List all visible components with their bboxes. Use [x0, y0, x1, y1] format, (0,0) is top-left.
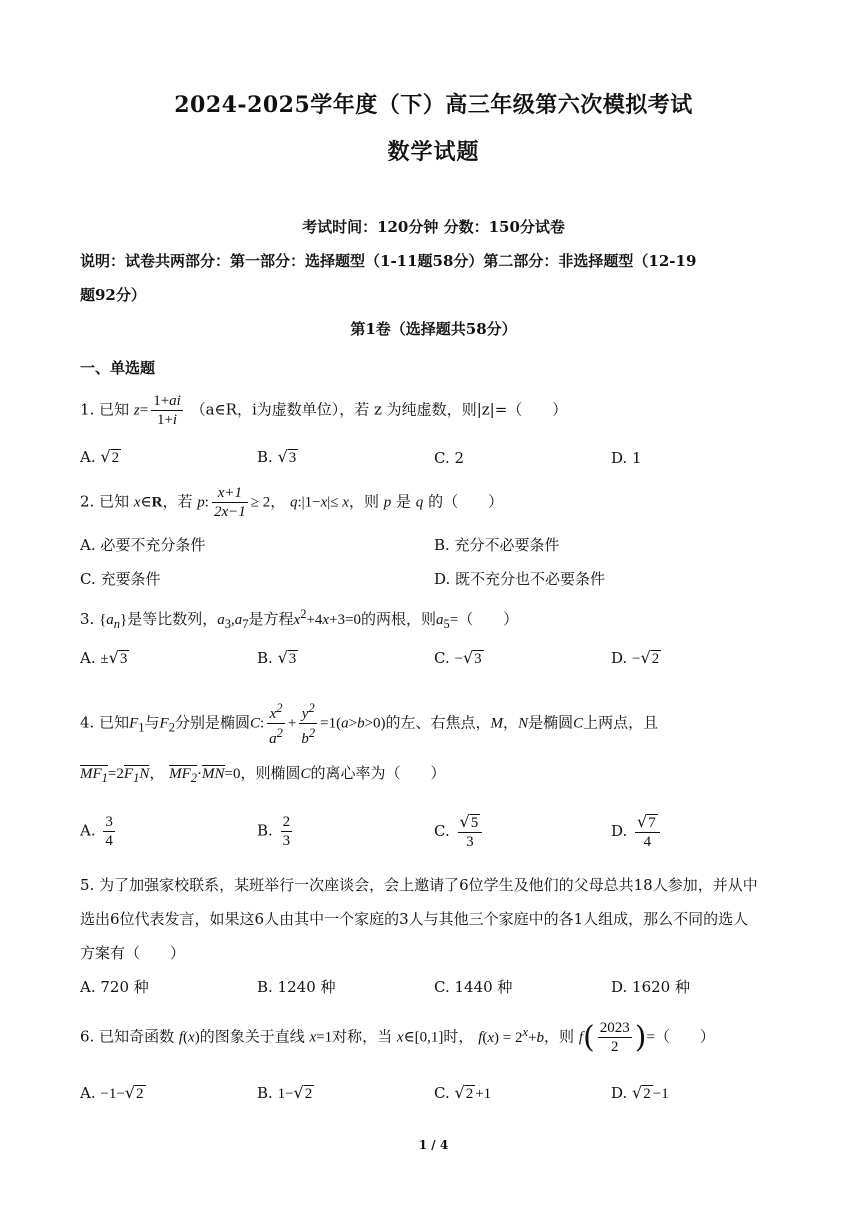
question-1-prefix: 1. 已知 [80, 400, 130, 419]
volume-title: 第1卷（选择题共58分） [350, 320, 517, 338]
question-5-option-d: D. 1620 种 [611, 978, 690, 996]
question-5-line-3: 方案有（ ） [80, 944, 186, 962]
question-2-option-a: A. 必要不充分条件 [80, 536, 206, 554]
question-5-option-b: B. 1240 种 [257, 978, 336, 996]
question-4-line-1: 4. 已知$F_1$与$F_2$分别是椭圆C: $\frac{x^2}{a^2}$ + $\frac{y^2}{b^2}$ =1(a>b>0)的左、右焦点，M，N是椭圆C上两点，且 [80, 701, 659, 747]
question-1-fraction: $\frac{1+ai}{1+i}$ [153, 393, 181, 428]
question-4-option-a: A. $\frac{3}{4}$ [80, 814, 113, 849]
question-3-option-a: A. ±√3 [80, 648, 128, 667]
question-6-option-a: A. −1−√2 [80, 1083, 144, 1102]
question-2: 2. 已知 x∈R，若 p: $\frac{x+1}{2x-1}$ ≥ 2， q:|1−x|≤ x，则 p 是 q 的（ ） [80, 485, 504, 520]
question-6-option-d: D. √2 −1 [611, 1083, 669, 1102]
question-4-line-2: $MF_1=2F_1N$， $MF_2\cdot MN=0$，则椭圆C的离心率为（ ） [80, 764, 446, 785]
question-1-math-z: z [133, 402, 140, 419]
question-4-option-c: C. $\frac{√5}{3}$ [434, 813, 485, 851]
question-3-option-b: B. √3 [257, 648, 297, 667]
question-1-option-a: A. √2 [80, 447, 120, 466]
question-5-option-c: C. 1440 种 [434, 978, 513, 996]
section-title: 一、单选题 [80, 359, 156, 377]
question-1-option-b: B. √3 [257, 447, 297, 466]
question-4-option-b: B. $\frac{2}{3}$ [257, 814, 291, 849]
question-1-suffix: （a∈R，i为虚数单位），若 z 为纯虚数，则|z|=（ ） [190, 400, 568, 419]
question-3: 3. $\{a_n\}$是等比数列，$a_3,a_7$是方程$x^2+4x+3=0$的两根，则$a_5=$（ ） [80, 607, 519, 631]
question-6-option-b: B. 1−√2 [257, 1083, 313, 1102]
question-2-option-d: D. 既不充分也不必要条件 [434, 570, 606, 588]
question-3-option-c: C. −√3 [434, 648, 482, 667]
question-2-option-c: C. 充要条件 [80, 570, 161, 588]
question-3-option-d: D. −√2 [611, 648, 660, 667]
question-5-line-2: 选出6位代表发言，如果这6人由其中一个家庭的3人与其他三个家庭中的各1人组成，那么不同的选人 [80, 910, 749, 928]
question-2-option-b: B. 充分不必要条件 [434, 536, 560, 554]
exam-info: 考试时间：120分钟 分数：150分试卷 [302, 218, 565, 236]
question-5-line-1: 5. 为了加强家校联系，某班举行一次座谈会，会上邀请了6位学生及他们的父母总共18人参加，并从中 [80, 876, 758, 894]
exam-subtitle: 数学试题 [387, 139, 480, 165]
question-6-option-c: C. √2 +1 [434, 1083, 492, 1102]
question-6: 6. 已知奇函数 f(x)的图象关于直线 x=1对称，当 x∈[0,1]时， $f(x) = 2^x+b$，则 f( $\frac{2023}{2}$ )=（ ） [80, 1020, 715, 1055]
page-number: 1 / 4 [418, 1138, 449, 1152]
instructions-line-2: 题92分） [80, 286, 146, 304]
question-1: 1. 已知 z= $\frac{1+ai}{1+i}$ （a∈R，i为虚数单位），若 z 为纯虚数，则|z|=（ ） [80, 393, 568, 428]
exam-title: 2024-2025学年度（下）高三年级第六次模拟考试 [174, 92, 693, 118]
question-1-option-d: D. 1 [611, 449, 642, 467]
question-1-option-c: C. 2 [434, 449, 465, 467]
question-4-option-d: D. $\frac{√7}{4}$ [611, 813, 663, 851]
question-5-option-a: A. 720 种 [80, 978, 149, 996]
instructions-line-1: 说明：试卷共两部分：第一部分：选择题型（1-11题58分）第二部分：非选择题型（12-19 [80, 252, 697, 270]
